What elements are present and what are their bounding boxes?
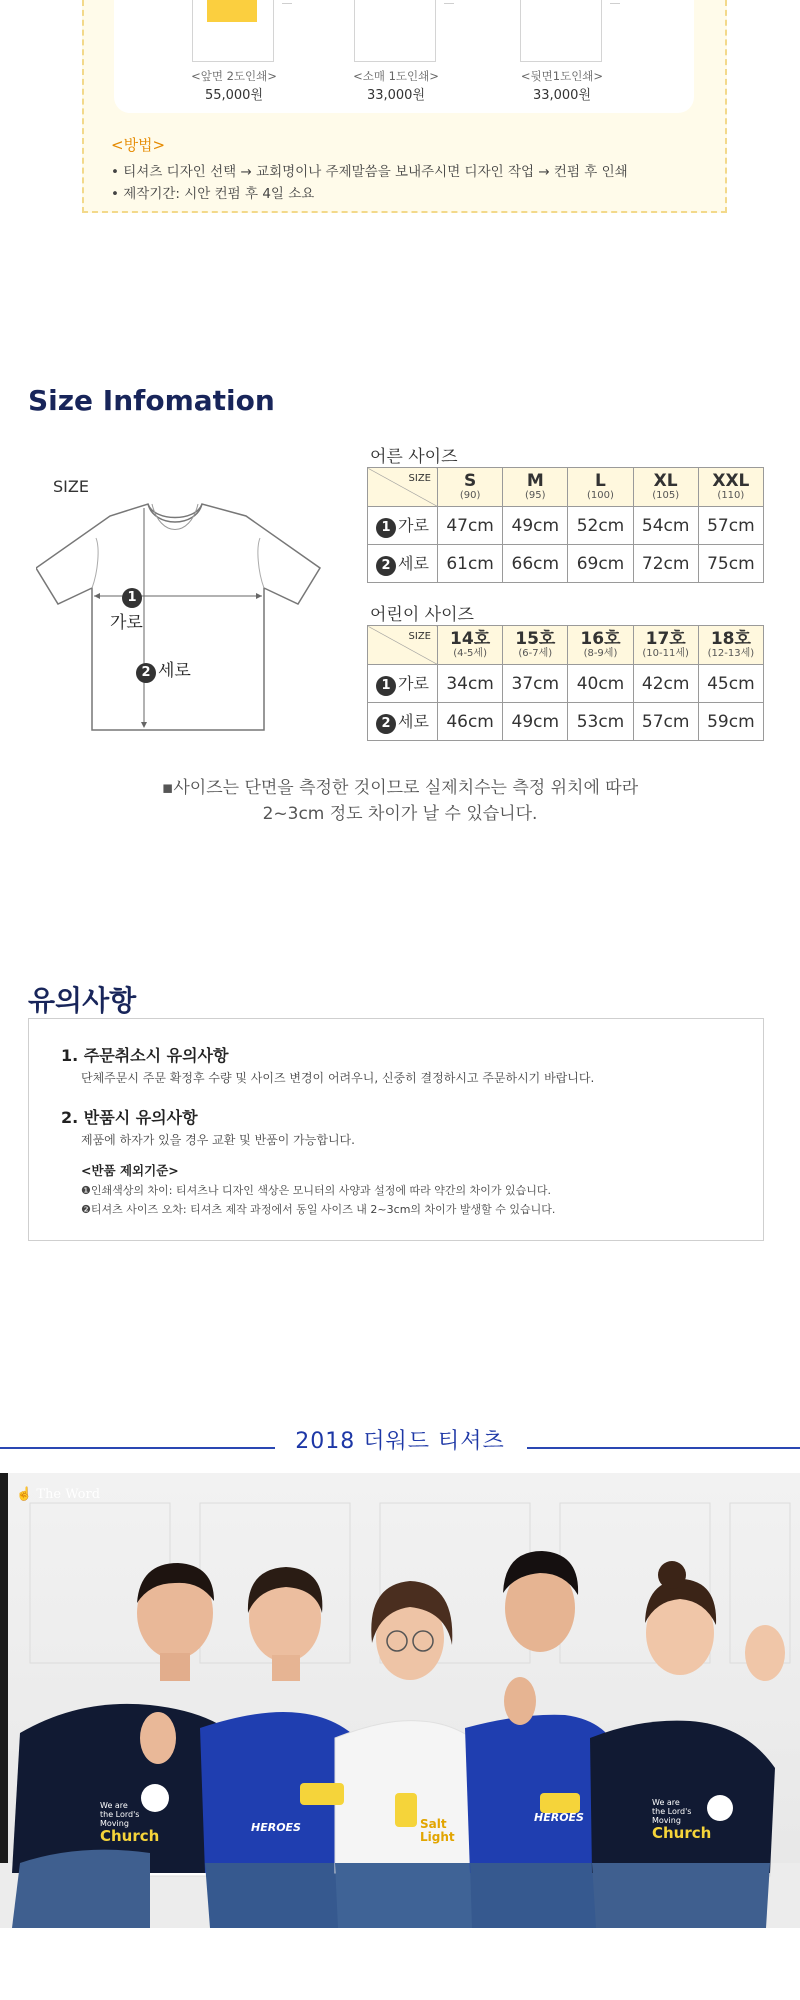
table-row xyxy=(368,507,764,545)
size-note-line1: ▪사이즈는 단면을 측정한 것이므로 실제치수는 측정 위치에 따라 xyxy=(161,778,639,798)
back-print-sample xyxy=(520,0,602,62)
length-text: 세로 xyxy=(158,661,191,681)
sleeve-print-sample xyxy=(354,0,436,62)
table-cell: 42cm xyxy=(633,665,698,703)
kids-size-caption: 어린이 사이즈 xyxy=(370,605,474,625)
arrow-icon xyxy=(610,0,620,4)
table-cell: 53cm xyxy=(568,703,633,741)
shirt-print-5: We are the Lord's Moving Church xyxy=(652,1798,712,1842)
table-header-row xyxy=(368,468,764,507)
table-cell: 66cm xyxy=(503,545,568,583)
print-option-price: 33,000원 xyxy=(366,88,426,103)
kids-size-table xyxy=(367,625,764,741)
table-cell: 59cm xyxy=(698,703,763,741)
size-col-header: 14호 (4-5세) xyxy=(438,626,503,665)
shirt-print-1: We are the Lord's Moving Church xyxy=(100,1801,160,1845)
exclusion-item: ❷티셔츠 사이즈 오차: 티셔츠 제작 과정에서 동일 사이즈 내 2~3cm의 차이가 발생할 수 있습니다. xyxy=(81,1203,556,1216)
print-options-panel xyxy=(114,0,694,113)
notice-item-body: 단체주문시 주문 확정후 수량 및 사이즈 변경이 어려우니, 신중히 결정하시고 주문하시기 바랍니다. xyxy=(81,1071,595,1085)
arrow-icon xyxy=(282,0,292,4)
adult-size-caption: 어른 사이즈 xyxy=(370,447,458,467)
table-cell: 75cm xyxy=(698,545,763,583)
print-option-label: <소매 1도인쇄> xyxy=(353,69,439,83)
front-print-patch xyxy=(207,0,257,22)
notice-item-title: 1. 주문취소시 유의사항 xyxy=(61,1046,229,1065)
table-cell: 45cm xyxy=(698,665,763,703)
notice-item-title: 2. 반품시 유의사항 xyxy=(61,1108,198,1127)
shirt-print-4: HEROES xyxy=(534,1811,584,1824)
print-options-box xyxy=(82,0,727,213)
tshirt-size-diagram xyxy=(36,498,326,742)
banner-title: 2018 더워드 티셔츠 xyxy=(295,1429,505,1454)
size-header-cell: SIZE xyxy=(368,626,438,665)
size-col-header: 16호 (8-9세) xyxy=(568,626,633,665)
diagram-width-label xyxy=(110,588,144,633)
notice-title: 유의사항 xyxy=(28,984,137,1017)
size-col-header: 18호 (12-13세) xyxy=(698,626,763,665)
diagram-length-label xyxy=(136,656,191,683)
front-print-sample xyxy=(192,0,274,62)
size-col-header: XL (105) xyxy=(633,468,698,507)
table-header-row xyxy=(368,626,764,665)
table-cell: 49cm xyxy=(503,703,568,741)
brand-logo-text: The Word xyxy=(36,1487,101,1502)
table-cell: 72cm xyxy=(633,545,698,583)
shirt-logo-icon: ☝ xyxy=(16,1487,33,1502)
notice-box xyxy=(28,1018,764,1241)
table-cell: 37cm xyxy=(503,665,568,703)
row-label: 2 세로 xyxy=(368,703,438,741)
size-info-title: Size Infomation xyxy=(28,384,275,417)
row-label: 1 가로 xyxy=(368,507,438,545)
table-cell: 61cm xyxy=(438,545,503,583)
print-option-label: <뒷면1도인쇄> xyxy=(520,69,604,83)
size-note-line2: 2~3cm 정도 차이가 날 수 있습니다. xyxy=(262,804,538,824)
exclusion-item: ❶인쇄색상의 차이: 티셔츠나 디자인 색상은 모니터의 사양과 설정에 따라 약간의 차이가 있습니다. xyxy=(81,1184,551,1197)
print-option-price: 55,000원 xyxy=(204,88,264,103)
size-col-header: XXL (110) xyxy=(698,468,763,507)
tshirt-outline-icon xyxy=(36,498,326,738)
shirt-print-3: Salt Light xyxy=(420,1817,455,1844)
number-1-icon: 1 xyxy=(122,588,142,608)
table-cell: 40cm xyxy=(568,665,633,703)
table-cell: 46cm xyxy=(438,703,503,741)
print-option-label: <앞면 2도인쇄> xyxy=(191,69,277,83)
table-cell: 47cm xyxy=(438,507,503,545)
row-label: 2 세로 xyxy=(368,545,438,583)
table-cell: 69cm xyxy=(568,545,633,583)
exclusion-title: <반품 제외기준> xyxy=(81,1163,179,1178)
size-col-header: S (90) xyxy=(438,468,503,507)
width-text: 가로 xyxy=(110,613,143,633)
row-label: 1 가로 xyxy=(368,665,438,703)
size-col-header: 17호 (10-11세) xyxy=(633,626,698,665)
method-title: <방법> xyxy=(111,136,166,154)
size-col-header: 15호 (6-7세) xyxy=(503,626,568,665)
table-row xyxy=(368,665,764,703)
arrow-icon xyxy=(444,0,454,4)
method-line: • 제작기간: 시안 컨펌 후 4일 소요 xyxy=(111,186,315,202)
size-header-cell: SIZE xyxy=(368,468,438,507)
shirt-print-2: HEROES xyxy=(251,1821,301,1834)
notice-item-body: 제품에 하자가 있을 경우 교환 및 반품이 가능합니다. xyxy=(81,1133,355,1147)
table-row xyxy=(368,545,764,583)
table-cell: 34cm xyxy=(438,665,503,703)
size-col-header: L (100) xyxy=(568,468,633,507)
table-cell: 49cm xyxy=(503,507,568,545)
group-photo-illustration xyxy=(0,1473,800,1928)
diagram-size-label: SIZE xyxy=(53,477,89,496)
table-cell: 57cm xyxy=(633,703,698,741)
group-photo xyxy=(0,1473,800,1928)
table-cell: 54cm xyxy=(633,507,698,545)
adult-size-table xyxy=(367,467,764,583)
method-line: • 티셔츠 디자인 선택 → 교회명이나 주제말씀을 보내주시면 디자인 작업 → 컨펌 후 인쇄 xyxy=(111,164,628,180)
table-cell: 52cm xyxy=(568,507,633,545)
brand-logo xyxy=(16,1487,100,1502)
table-row xyxy=(368,703,764,741)
size-col-header: M (95) xyxy=(503,468,568,507)
print-option-price: 33,000원 xyxy=(532,88,592,103)
table-cell: 57cm xyxy=(698,507,763,545)
number-2-icon: 2 xyxy=(136,663,156,683)
